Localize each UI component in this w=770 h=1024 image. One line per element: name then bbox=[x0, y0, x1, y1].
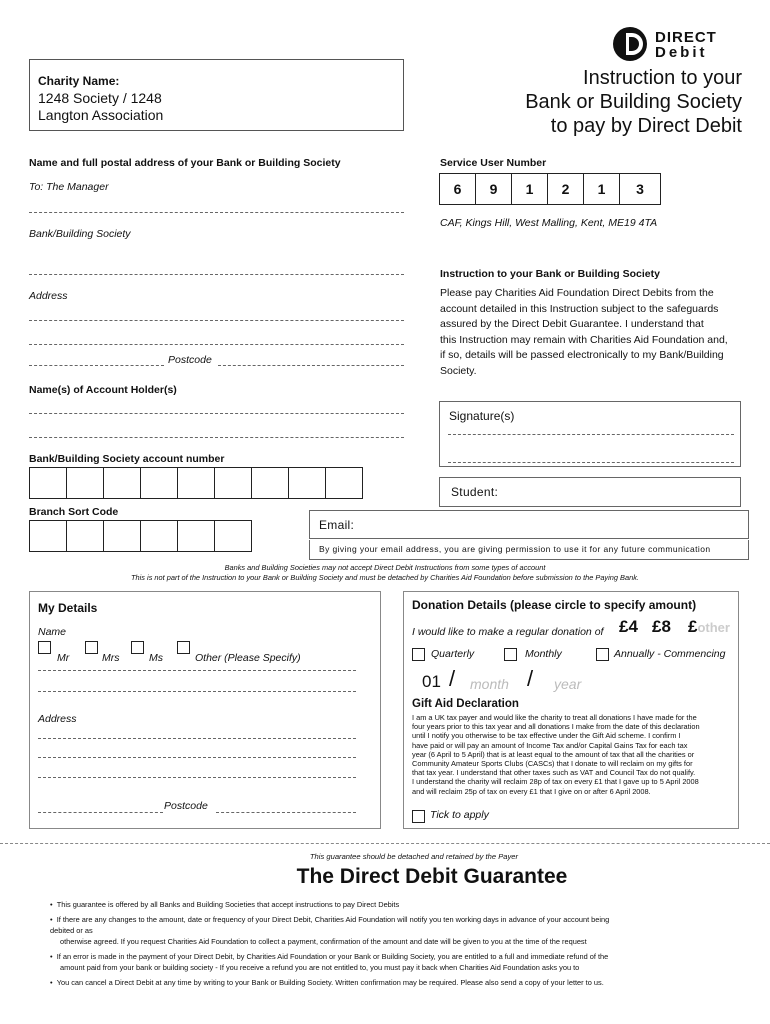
charity-name-box bbox=[29, 59, 404, 131]
my-details-heading: My Details bbox=[38, 601, 98, 615]
guarantee-bullet bbox=[50, 914, 760, 925]
instruction-heading: Instruction to your Bank or Building Society bbox=[440, 268, 660, 280]
account-digit-box[interactable] bbox=[325, 467, 363, 499]
title-mr-label: Mr bbox=[57, 652, 70, 664]
guarantee-bullet bbox=[50, 977, 760, 988]
email-consent-text: By giving your email address, you are giving permission to use it for any future communication bbox=[319, 544, 711, 554]
name-line1[interactable] bbox=[38, 670, 356, 671]
bank-address-label: Address bbox=[29, 290, 68, 302]
account-holder-line2[interactable] bbox=[29, 437, 404, 438]
name-line2[interactable] bbox=[38, 691, 356, 692]
bullet-dot-icon: • bbox=[50, 952, 57, 961]
notice-line2: This is not part of the Instruction to your Bank or Building Society and must be detached by Charities Aid Foundation before submission to the Paying Bank. bbox=[131, 573, 639, 582]
service-user-digit: 1 bbox=[583, 173, 620, 205]
guarantee-bullet-cont: debited or as bbox=[50, 926, 93, 935]
guarantee-bullet-cont: otherwise agreed. If you request Charities Aid Foundation to collect a payment, confirmation of the amount and date will be given to you at the time of the request bbox=[60, 937, 587, 946]
account-digit-box[interactable] bbox=[251, 467, 289, 499]
my-address-label: Address bbox=[38, 713, 77, 725]
donation-heading: Donation Details (please circle to specify amount) bbox=[412, 598, 697, 612]
bank-name-line[interactable] bbox=[29, 212, 404, 213]
guarantee-bullet bbox=[50, 951, 760, 962]
amount-other-option[interactable] bbox=[688, 617, 730, 637]
gift-aid-line: Community Amateur Sports Clubs (CASCs) that I donate to will reclaim on my gifts for bbox=[412, 759, 693, 769]
instruction-line: assured by the Direct Debit Guarantee. I understand that bbox=[440, 318, 704, 331]
gift-aid-tick-label: Tick to apply bbox=[430, 809, 489, 821]
gift-aid-line: year (6 April to 5 April) that is at least equal to the amount of tax that all the charities or bbox=[412, 749, 695, 759]
account-digit-box[interactable] bbox=[177, 467, 215, 499]
gift-aid-line: until I notify you otherwise to be tax effective under the Gift Aid scheme. I confirm I bbox=[412, 731, 681, 741]
title-mrs-checkbox[interactable] bbox=[85, 641, 98, 654]
sort-digit-box[interactable] bbox=[66, 520, 104, 552]
guarantee-bullets bbox=[50, 899, 760, 988]
my-postcode-label: Postcode bbox=[164, 800, 208, 812]
my-address-line1[interactable] bbox=[38, 738, 356, 739]
gift-aid-text bbox=[412, 713, 738, 796]
gift-aid-line: four years prior to this tax year and all donations I make from the date of this declaration bbox=[412, 722, 700, 732]
charity-name-label: Charity Name: bbox=[38, 74, 120, 88]
gift-aid-line: that tax year. I understand that other taxes such as VAT and Council Tax do not qualify. bbox=[412, 768, 696, 778]
amount-8-option[interactable]: £8 bbox=[652, 617, 671, 636]
amount-other-text: other bbox=[697, 620, 730, 635]
bank-postcode-label: Postcode bbox=[168, 354, 212, 366]
instruction-line: Please pay Charities Aid Foundation Direct Debits from the bbox=[440, 287, 714, 299]
signature-box[interactable] bbox=[439, 401, 741, 467]
sort-digit-box[interactable] bbox=[29, 520, 67, 552]
page-title bbox=[525, 66, 742, 138]
charity-name-line1: 1248 Society / 1248 bbox=[38, 90, 162, 106]
guarantee-detach-note: This guarantee should be detached and retained by the Payer bbox=[309, 852, 519, 861]
charity-name-line2: Langton Association bbox=[38, 107, 164, 123]
direct-debit-logo-icon bbox=[612, 26, 652, 62]
gift-aid-line: and will reclaim 25p of tax on every £1 that I give on or after 6 April 2008. bbox=[412, 786, 651, 796]
title-ms-label: Ms bbox=[149, 652, 163, 664]
my-postcode-line-b[interactable] bbox=[216, 812, 356, 813]
signature-label: Signature(s) bbox=[449, 409, 515, 423]
bullet-dot-icon: • bbox=[50, 900, 57, 909]
detach-line bbox=[0, 843, 770, 844]
start-day[interactable]: 01 bbox=[422, 672, 441, 691]
account-digit-box[interactable] bbox=[66, 467, 104, 499]
account-holders-label: Name(s) of Account Holder(s) bbox=[29, 384, 177, 396]
quarterly-checkbox[interactable] bbox=[412, 648, 425, 661]
donation-intro: I would like to make a regular donation of bbox=[412, 626, 604, 638]
title-line2: Bank or Building Society bbox=[525, 91, 742, 113]
annually-label: Annually - Commencing bbox=[614, 648, 726, 660]
instruction-line: account detailed in this Instruction subject to the safeguards bbox=[440, 302, 719, 315]
notice-line1: Banks and Building Societies may not accept Direct Debit Instructions from some types of account bbox=[224, 563, 546, 572]
guarantee-bullet bbox=[50, 899, 760, 910]
signature-line1[interactable] bbox=[448, 434, 734, 435]
sort-digit-box[interactable] bbox=[177, 520, 215, 552]
title-ms-checkbox[interactable] bbox=[131, 641, 144, 654]
bank-building-label: Bank/Building Society bbox=[29, 228, 131, 240]
account-digit-box[interactable] bbox=[288, 467, 326, 499]
account-digit-box[interactable] bbox=[140, 467, 178, 499]
service-user-address: CAF, Kings Hill, West Malling, Kent, ME19 4TA bbox=[440, 217, 658, 229]
bullet-dot-icon: • bbox=[50, 978, 57, 987]
gift-aid-heading: Gift Aid Declaration bbox=[412, 698, 519, 710]
sort-digit-box[interactable] bbox=[103, 520, 141, 552]
my-details-name-label: Name bbox=[38, 626, 67, 638]
amount-other-symbol: £ bbox=[688, 617, 698, 636]
bank-address-line1[interactable] bbox=[29, 320, 404, 321]
logo-text-debit: Debit bbox=[655, 44, 708, 61]
bank-postcode-line-a[interactable] bbox=[29, 365, 164, 366]
account-digit-box[interactable] bbox=[29, 467, 67, 499]
title-other-checkbox[interactable] bbox=[177, 641, 190, 654]
account-holder-line1[interactable] bbox=[29, 413, 404, 414]
my-address-line2[interactable] bbox=[38, 757, 356, 758]
start-month[interactable]: month bbox=[470, 676, 509, 692]
account-digit-box[interactable] bbox=[214, 467, 252, 499]
guarantee-bullet-text: This guarantee is offered by all Banks and Building Societies that accept instructions to pay Direct Debits bbox=[56, 900, 400, 909]
guarantee-bullet-text: If there are any changes to the amount, date or frequency of your Direct Debit, Charities Aid Foundation will notify you ten working days in advance of your account being bbox=[56, 915, 610, 924]
guarantee-bullet-text: If an error is made in the payment of your Direct Debit, by Charities Aid Foundation or your Bank or Building Society, you are entitled to a full and immediate refund of the bbox=[56, 952, 609, 961]
donation-panel bbox=[403, 591, 739, 829]
instruction-line: this Instruction may remain with Charities Aid Foundation and, bbox=[440, 333, 728, 346]
signature-line2[interactable] bbox=[448, 462, 734, 463]
service-user-digit: 9 bbox=[475, 173, 512, 205]
gift-aid-line: have paid or will pay an amount of Income Tax and/or Capital Gains Tax for each tax bbox=[412, 740, 688, 750]
date-separator-2: / bbox=[527, 666, 534, 691]
direct-debit-logo bbox=[612, 26, 742, 62]
student-label: Student: bbox=[451, 485, 499, 499]
bank-section-label: Name and full postal address of your Bank or Building Society bbox=[29, 157, 341, 169]
email-consent-box bbox=[309, 540, 749, 560]
account-digit-box[interactable] bbox=[103, 467, 141, 499]
title-mr-checkbox[interactable] bbox=[38, 641, 51, 654]
bullet-dot-icon: • bbox=[50, 915, 57, 924]
my-address-line3[interactable] bbox=[38, 777, 356, 778]
guarantee-bullet-cont: amount paid from your bank or building society - If you receive a refund you are not entitled to, you must pay it back when Charities Aid Foundation asks you to bbox=[60, 963, 580, 972]
title-other-label: Other (Please Specify) bbox=[195, 652, 301, 664]
service-user-digit: 2 bbox=[547, 173, 584, 205]
service-user-digit: 1 bbox=[511, 173, 548, 205]
gift-aid-line: I am a UK tax payer and would like the charity to treat all donations I have made for the bbox=[412, 713, 697, 722]
bank-address-line2[interactable] bbox=[29, 344, 404, 345]
service-user-digit: 6 bbox=[439, 173, 476, 205]
bank-postcode-line-b[interactable] bbox=[218, 365, 404, 366]
email-box[interactable] bbox=[309, 510, 749, 539]
annually-checkbox[interactable] bbox=[596, 648, 609, 661]
date-separator-1: / bbox=[449, 666, 456, 691]
sort-code-label: Branch Sort Code bbox=[29, 506, 119, 518]
gift-aid-line: I understand the charity will reclaim 28p of tax on every £1 that I gave up to 5 April 2008 bbox=[412, 777, 699, 787]
monthly-checkbox[interactable] bbox=[504, 648, 517, 661]
amount-4-option[interactable]: £4 bbox=[619, 617, 638, 636]
sort-digit-box[interactable] bbox=[214, 520, 252, 552]
guarantee-title: The Direct Debit Guarantee bbox=[296, 865, 568, 888]
logo-text-direct: DIRECT bbox=[655, 29, 717, 46]
my-postcode-line-a[interactable] bbox=[38, 812, 163, 813]
student-box[interactable] bbox=[439, 477, 741, 507]
to-manager-label: To: The Manager bbox=[29, 181, 109, 193]
monthly-label: Monthly bbox=[525, 648, 562, 660]
title-mrs-label: Mrs bbox=[102, 652, 120, 664]
service-user-label: Service User Number bbox=[440, 157, 547, 169]
gift-aid-checkbox[interactable] bbox=[412, 810, 425, 823]
start-year[interactable]: year bbox=[554, 676, 582, 692]
instruction-line: Society. bbox=[440, 364, 477, 377]
email-label: Email: bbox=[319, 518, 355, 532]
guarantee-bullet-text: You can cancel a Direct Debit at any time by writing to your Bank or Building Society. Written confirmation may be required. Please also send a copy of your letter to us. bbox=[56, 978, 604, 987]
account-number-label: Bank/Building Society account number bbox=[29, 453, 225, 465]
sort-digit-box[interactable] bbox=[140, 520, 178, 552]
account-notice bbox=[0, 563, 770, 583]
title-line1: Instruction to your bbox=[583, 67, 742, 89]
instruction-text bbox=[440, 286, 728, 380]
my-details-panel bbox=[29, 591, 381, 829]
bank-building-line[interactable] bbox=[29, 274, 404, 275]
instruction-line: if so, details will be passed electronically to my Bank/Building bbox=[440, 349, 724, 362]
service-user-digit: 3 bbox=[619, 173, 661, 205]
quarterly-label: Quarterly bbox=[431, 648, 475, 660]
title-line3: to pay by Direct Debit bbox=[550, 115, 742, 137]
